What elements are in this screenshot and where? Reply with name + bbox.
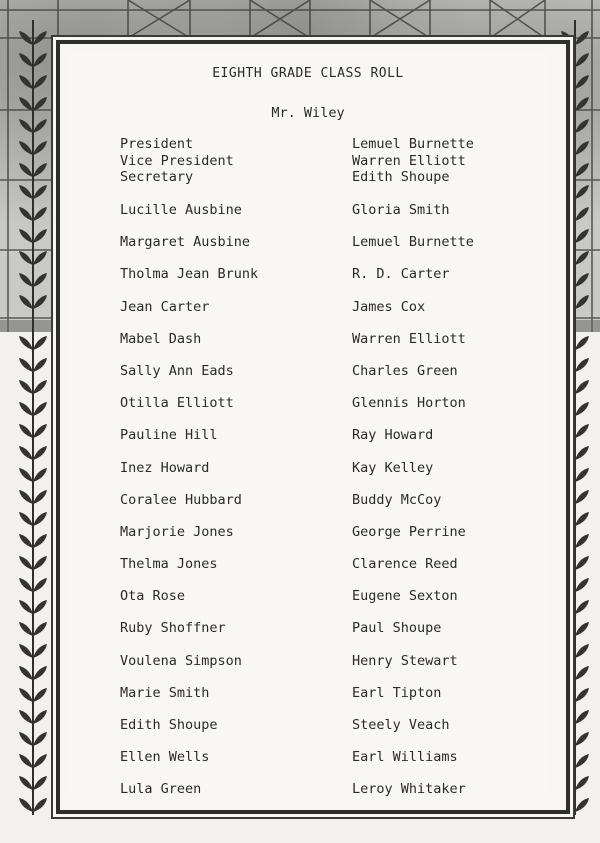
roll-row — [120, 265, 540, 297]
student-name-left: Lucille Ausbine — [120, 202, 242, 218]
class-roll-card — [68, 52, 548, 798]
student-name-left: Marie Smith — [120, 684, 210, 701]
student-name-left: Coralee Hubbard — [120, 491, 242, 508]
student-name-left: Pauline Hill — [120, 427, 218, 444]
roll-row — [120, 459, 540, 491]
teacher-name: Mr. Wiley — [271, 105, 345, 121]
student-name-left: Sally Ann Eads — [120, 362, 234, 379]
roll-row — [120, 523, 540, 555]
roll-row — [120, 330, 540, 362]
officer-role: Secretary — [120, 169, 194, 185]
roll-row — [120, 587, 540, 619]
student-name-right: Paul Shoupe — [352, 620, 442, 637]
officer-role: President — [120, 136, 194, 152]
student-name-left: Margaret Ausbine — [120, 234, 251, 251]
student-name-left: Voulena Simpson — [120, 652, 242, 669]
student-name-left: Tholma Jean Brunk — [120, 266, 259, 283]
student-name-left: Ruby Shoffner — [120, 620, 226, 637]
student-name-right: George Perrine — [352, 523, 466, 540]
roll-row — [120, 298, 540, 330]
roll-row — [120, 748, 540, 780]
officers-list — [120, 136, 540, 186]
student-name-right: Buddy McCoy — [352, 491, 442, 508]
student-name-left: Edith Shoupe — [120, 717, 218, 733]
student-name-right: Lemuel Burnette — [352, 234, 474, 251]
student-name-right: Glennis Horton — [352, 395, 466, 412]
officer-role: Vice President — [120, 152, 234, 169]
student-name-left: Ellen Wells — [120, 749, 210, 766]
student-name-left: Ota Rose — [120, 588, 186, 605]
student-name-right: Eugene Sexton — [352, 588, 458, 605]
roll-row — [120, 780, 540, 812]
roll-row — [120, 619, 540, 651]
student-name-right: Kay Kelley — [352, 459, 434, 476]
student-name-right: Ray Howard — [352, 427, 434, 444]
student-name-left: Marjorie Jones — [120, 523, 234, 540]
roll-row — [120, 684, 540, 716]
page-title: EIGHTH GRADE CLASS ROLL — [212, 66, 404, 81]
roll-row — [120, 652, 540, 684]
student-name-right: Earl Williams — [352, 749, 458, 766]
student-name-left: Lula Green — [120, 781, 202, 798]
student-name-right: Warren Elliott — [352, 330, 466, 347]
officer-row — [120, 153, 540, 170]
officer-name: Warren Elliott — [352, 152, 466, 169]
student-name-left: Otilla Elliott — [120, 395, 234, 412]
roll-row — [120, 201, 540, 233]
officer-name: Lemuel Burnette — [352, 136, 474, 152]
student-name-right: Steely Veach — [352, 717, 450, 733]
roll-row — [120, 394, 540, 426]
roll-row — [120, 362, 540, 394]
officer-name: Edith Shoupe — [352, 169, 450, 185]
student-name-left: Mabel Dash — [120, 330, 202, 347]
roll-row — [120, 426, 540, 458]
student-roll — [120, 201, 540, 813]
left-vine-ornament — [16, 0, 50, 843]
roll-row — [120, 716, 540, 748]
student-name-left: Jean Carter — [120, 298, 210, 315]
student-name-right: James Cox — [352, 298, 426, 315]
student-name-left: Thelma Jones — [120, 556, 218, 573]
student-name-right: Earl Tipton — [352, 684, 442, 701]
roll-row — [120, 233, 540, 265]
student-name-right: R. D. Carter — [352, 266, 450, 283]
officer-row — [120, 169, 540, 186]
student-name-right: Henry Stewart — [352, 652, 458, 669]
student-name-right: Charles Green — [352, 362, 458, 379]
officer-row — [120, 136, 540, 153]
student-name-right: Clarence Reed — [352, 556, 458, 573]
roll-row — [120, 555, 540, 587]
student-name-left: Inez Howard — [120, 459, 210, 476]
student-name-right: Leroy Whitaker — [352, 781, 466, 798]
roll-row — [120, 491, 540, 523]
student-name-right: Gloria Smith — [352, 202, 450, 218]
